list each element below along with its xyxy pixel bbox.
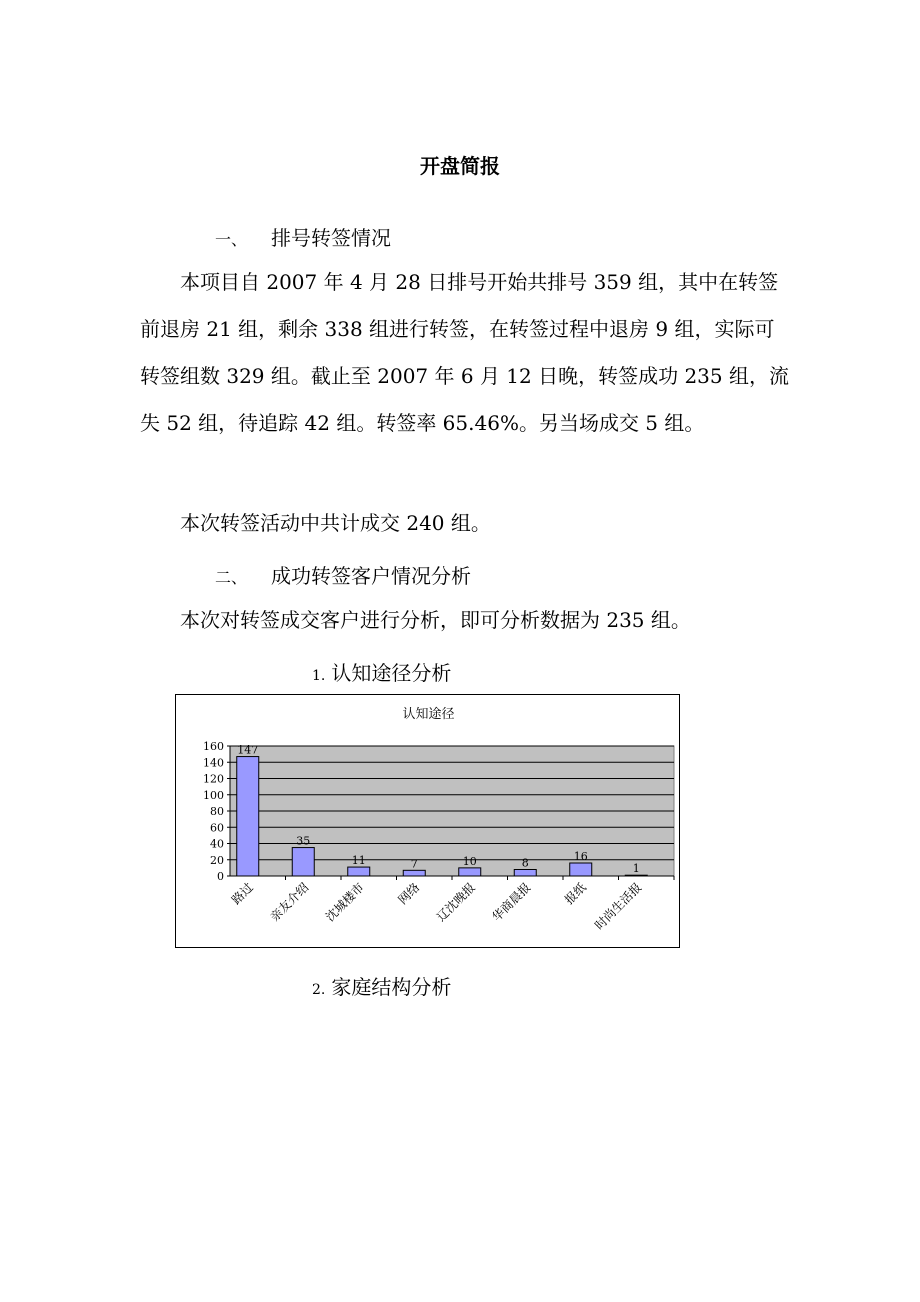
bar-沈城楼市 bbox=[348, 867, 370, 876]
section2-paragraph: 本次对转签成交客户进行分析，即可分析数据为 235 组。 bbox=[180, 608, 691, 632]
subsection-awareness-number: 1. bbox=[312, 668, 326, 684]
x-category-label: 网络 bbox=[395, 880, 423, 908]
section2-title: 成功转签客户情况分析 bbox=[271, 564, 471, 588]
subsection-family bbox=[312, 971, 451, 1000]
data-label: 1 bbox=[632, 862, 640, 876]
bar-辽沈晚报 bbox=[459, 868, 481, 876]
y-tick-label: 20 bbox=[210, 853, 224, 867]
data-label: 16 bbox=[573, 850, 588, 863]
data-label: 11 bbox=[351, 854, 366, 868]
data-label: 7 bbox=[410, 857, 418, 871]
document-title: 开盘简报 bbox=[420, 154, 500, 178]
bar-亲友介绍 bbox=[292, 848, 314, 876]
data-label: 10 bbox=[462, 854, 477, 868]
bar-路过 bbox=[237, 757, 259, 876]
x-category-label: 亲友介绍 bbox=[267, 880, 312, 925]
section1-number: 一、 bbox=[215, 230, 248, 249]
x-category-label: 沈城楼市 bbox=[323, 880, 367, 925]
chart-canvas bbox=[176, 695, 681, 949]
subsection-family-label: 家庭结构分析 bbox=[331, 975, 452, 999]
section1-paragraph2: 本次转签活动中共计成交 240 组。 bbox=[180, 511, 491, 535]
section1-heading bbox=[215, 222, 391, 251]
section2-heading bbox=[215, 560, 471, 589]
bar-网络 bbox=[403, 870, 425, 876]
bar-报纸 bbox=[570, 863, 592, 876]
section2-number: 二、 bbox=[215, 568, 248, 587]
data-label: 8 bbox=[521, 856, 529, 870]
x-category-label: 辽沈晚报 bbox=[434, 880, 478, 925]
x-category-label: 报纸 bbox=[561, 880, 589, 908]
subsection-family-number: 2. bbox=[312, 982, 326, 998]
section1-paragraph1: 本项目自 2007 年 4 月 28 日排号开始共排号 359 组，其中在转签前退房 21 组，剩余 338 组进行转签，在转签过程中退房 9 组，实际可转签组数 329 组。截止至 2007 年 6 月 12 日晚，转签成功 235 组，流失 52 组，待追踪 42 组。转签率 65.46%。另当场成交 5 组。 bbox=[140, 270, 789, 435]
x-category-label: 路过 bbox=[228, 880, 256, 908]
y-tick-label: 80 bbox=[210, 805, 224, 818]
y-tick-label: 40 bbox=[210, 837, 224, 851]
y-tick-label: 100 bbox=[203, 788, 224, 802]
data-label: 35 bbox=[296, 834, 311, 848]
subsection-awareness-label: 认知途径分析 bbox=[331, 661, 452, 685]
bar-华商晨报 bbox=[514, 870, 536, 877]
y-tick-label: 160 bbox=[203, 740, 224, 753]
y-tick-label: 140 bbox=[203, 756, 224, 770]
bar-时尚生活报 bbox=[625, 875, 647, 876]
y-tick-label: 60 bbox=[210, 821, 224, 835]
section1-title: 排号转签情况 bbox=[271, 226, 391, 250]
y-tick-label: 120 bbox=[203, 772, 224, 786]
awareness-chart bbox=[175, 694, 680, 948]
data-label: 147 bbox=[237, 743, 259, 757]
x-category-label: 华商晨报 bbox=[489, 880, 534, 925]
x-category-label: 时尚生活报 bbox=[592, 880, 645, 933]
subsection-awareness bbox=[312, 657, 451, 686]
y-tick-label: 0 bbox=[217, 870, 224, 883]
chart-title: 认知途径 bbox=[402, 707, 455, 722]
